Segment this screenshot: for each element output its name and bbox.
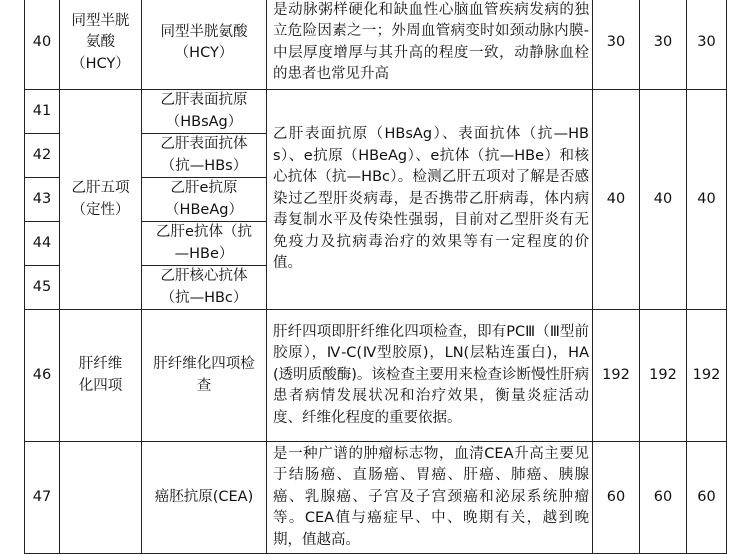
description-cell: 肝纤四项即肝纤维化四项检查，即有PCⅢ（Ⅲ型前胶原），Ⅳ-C(Ⅳ型胶原)，LN(层粘连蛋白)，HA(透明质酸酶)。该检查主要用来检查诊断慢性肝病患者病情发展状况和治疗效果，衡量炎症活动度、纤维化程度的重要依据。 bbox=[267, 310, 593, 442]
table-row bbox=[25, 310, 727, 442]
description-text: 是动脉粥样硬化和缺血性心脑血管疾病发病的独立危险因素之一；外周血管病变时如颈动脉内膜-中层厚度增厚与其升高的程度一致，动静脉血栓的患者也常见升高 bbox=[273, 1, 589, 82]
exam-items-table bbox=[24, 0, 727, 554]
row-number: 40 bbox=[25, 0, 60, 90]
description-cell: 是一种广谱的肿瘤标志物，血清CEA升高主要见于结肠癌、直肠癌、胃癌、肝癌、肺癌、胰腺癌、乳腺癌、子宫及子宫颈癌和泌尿系统肿瘤等。CEA值与癌症早、中、晚期有关，越到晚期，值越高。 bbox=[267, 442, 593, 554]
fee-cell: 40 bbox=[593, 90, 640, 310]
row-number: 46 bbox=[25, 310, 60, 442]
item-cell: 乙肝表面抗原（HBsAg） bbox=[142, 90, 267, 134]
row-number: 43 bbox=[25, 178, 60, 222]
table-row bbox=[25, 90, 727, 134]
table-row bbox=[25, 0, 727, 90]
item-cell: 乙肝核心抗体（抗—HBc） bbox=[142, 266, 267, 310]
row-number: 42 bbox=[25, 134, 60, 178]
category-cell bbox=[60, 442, 142, 554]
description-cell: 乙肝表面抗原（HBsAg）、表面抗体（抗—HBs）、e抗原（HBeAg）、e抗体（抗—HBe）和核心抗体（抗—HBc）。检测乙肝五项对了解是否感染过乙型肝炎病毒，是否携带乙肝病毒，体内病毒复制水平及传染性强弱，目前对乙型肝炎有无免疫力及抗病毒治疗的效果等有一定程度的价值。 bbox=[267, 90, 593, 310]
table-row bbox=[25, 442, 727, 554]
fee-cell: 40 bbox=[640, 90, 687, 310]
category-cell: 乙肝五项（定性） bbox=[60, 90, 142, 310]
row-number: 44 bbox=[25, 222, 60, 266]
fee-cell: 60 bbox=[593, 442, 640, 554]
fee-cell: 60 bbox=[640, 442, 687, 554]
fee-cell: 192 bbox=[593, 310, 640, 442]
item-cell: 癌胚抗原(CEA) bbox=[142, 442, 267, 554]
item-cell: 同型半胱氨酸（HCY） bbox=[142, 0, 267, 90]
fee-cell: 30 bbox=[640, 0, 687, 90]
fee-cell: 40 bbox=[687, 90, 727, 310]
fee-cell: 30 bbox=[687, 0, 727, 90]
fee-cell: 60 bbox=[687, 442, 727, 554]
fee-cell: 192 bbox=[687, 310, 727, 442]
fee-cell: 192 bbox=[640, 310, 687, 442]
row-number: 47 bbox=[25, 442, 60, 554]
item-cell: 乙肝e抗体（抗—HBe） bbox=[142, 222, 267, 266]
category-cell: 肝纤维化四项 bbox=[60, 310, 142, 442]
row-number: 45 bbox=[25, 266, 60, 310]
row-number: 41 bbox=[25, 90, 60, 134]
category-cell: 同型半胱氨酸（HCY） bbox=[60, 0, 142, 90]
item-cell: 肝纤维化四项检查 bbox=[142, 310, 267, 442]
item-cell: 乙肝e抗原（HBeAg） bbox=[142, 178, 267, 222]
item-cell: 乙肝表面抗体（抗—HBs） bbox=[142, 134, 267, 178]
fee-cell: 30 bbox=[593, 0, 640, 90]
description-cell bbox=[267, 0, 593, 90]
